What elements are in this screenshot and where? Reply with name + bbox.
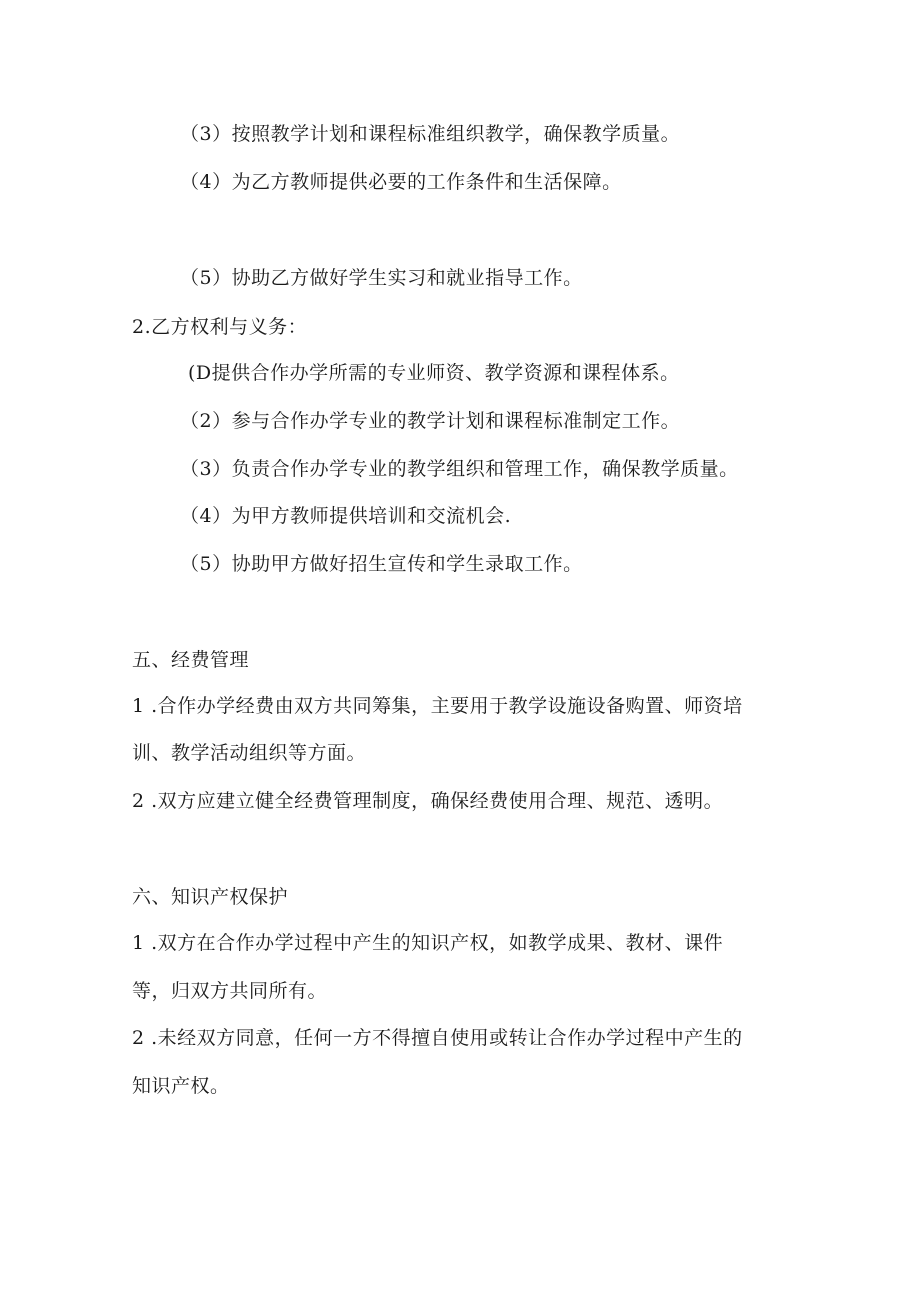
- paragraph-line: （4）为甲方教师提供培训和交流机会.: [180, 505, 512, 527]
- paragraph-line: （3）负责合作办学专业的教学组织和管理工作，确保教学质量。: [180, 458, 739, 480]
- paragraph-line: 2 .双方应建立健全经费管理制度，确保经费使用合理、规范、透明。: [132, 790, 724, 812]
- paragraph-line: （4）为乙方教师提供必要的工作条件和生活保障。: [180, 171, 622, 193]
- paragraph-line: 2 .未经双方同意，任何一方不得擅自使用或转让合作办学过程中产生的: [132, 1027, 743, 1049]
- paragraph-line: （5）协助乙方做好学生实习和就业指导工作。: [180, 267, 583, 289]
- paragraph-line: （2）参与合作办学专业的教学计划和课程标准制定工作。: [180, 410, 681, 432]
- paragraph-line: 训、教学活动组织等方面。: [132, 742, 367, 764]
- paragraph-line: （3）按照教学计划和课程标准组织教学，确保教学质量。: [180, 123, 681, 145]
- section-heading: 五、经费管理: [132, 649, 250, 671]
- section-subheading: 2.乙方权利与义务：: [132, 316, 308, 338]
- paragraph-line: 1 .双方在合作办学过程中产生的知识产权，如教学成果、教材、课件: [132, 932, 724, 954]
- section-heading: 六、知识产权保护: [132, 886, 289, 908]
- paragraph-line: （5）协助甲方做好招生宣传和学生录取工作。: [180, 553, 583, 575]
- paragraph-line: 1 .合作办学经费由双方共同筹集，主要用于教学设施设备购置、师资培: [132, 695, 743, 717]
- paragraph-line: (D提供合作办学所需的专业师资、教学资源和课程体系。: [188, 362, 680, 384]
- paragraph-line: 知识产权。: [132, 1075, 230, 1097]
- paragraph-line: 等，归双方共同所有。: [132, 980, 328, 1002]
